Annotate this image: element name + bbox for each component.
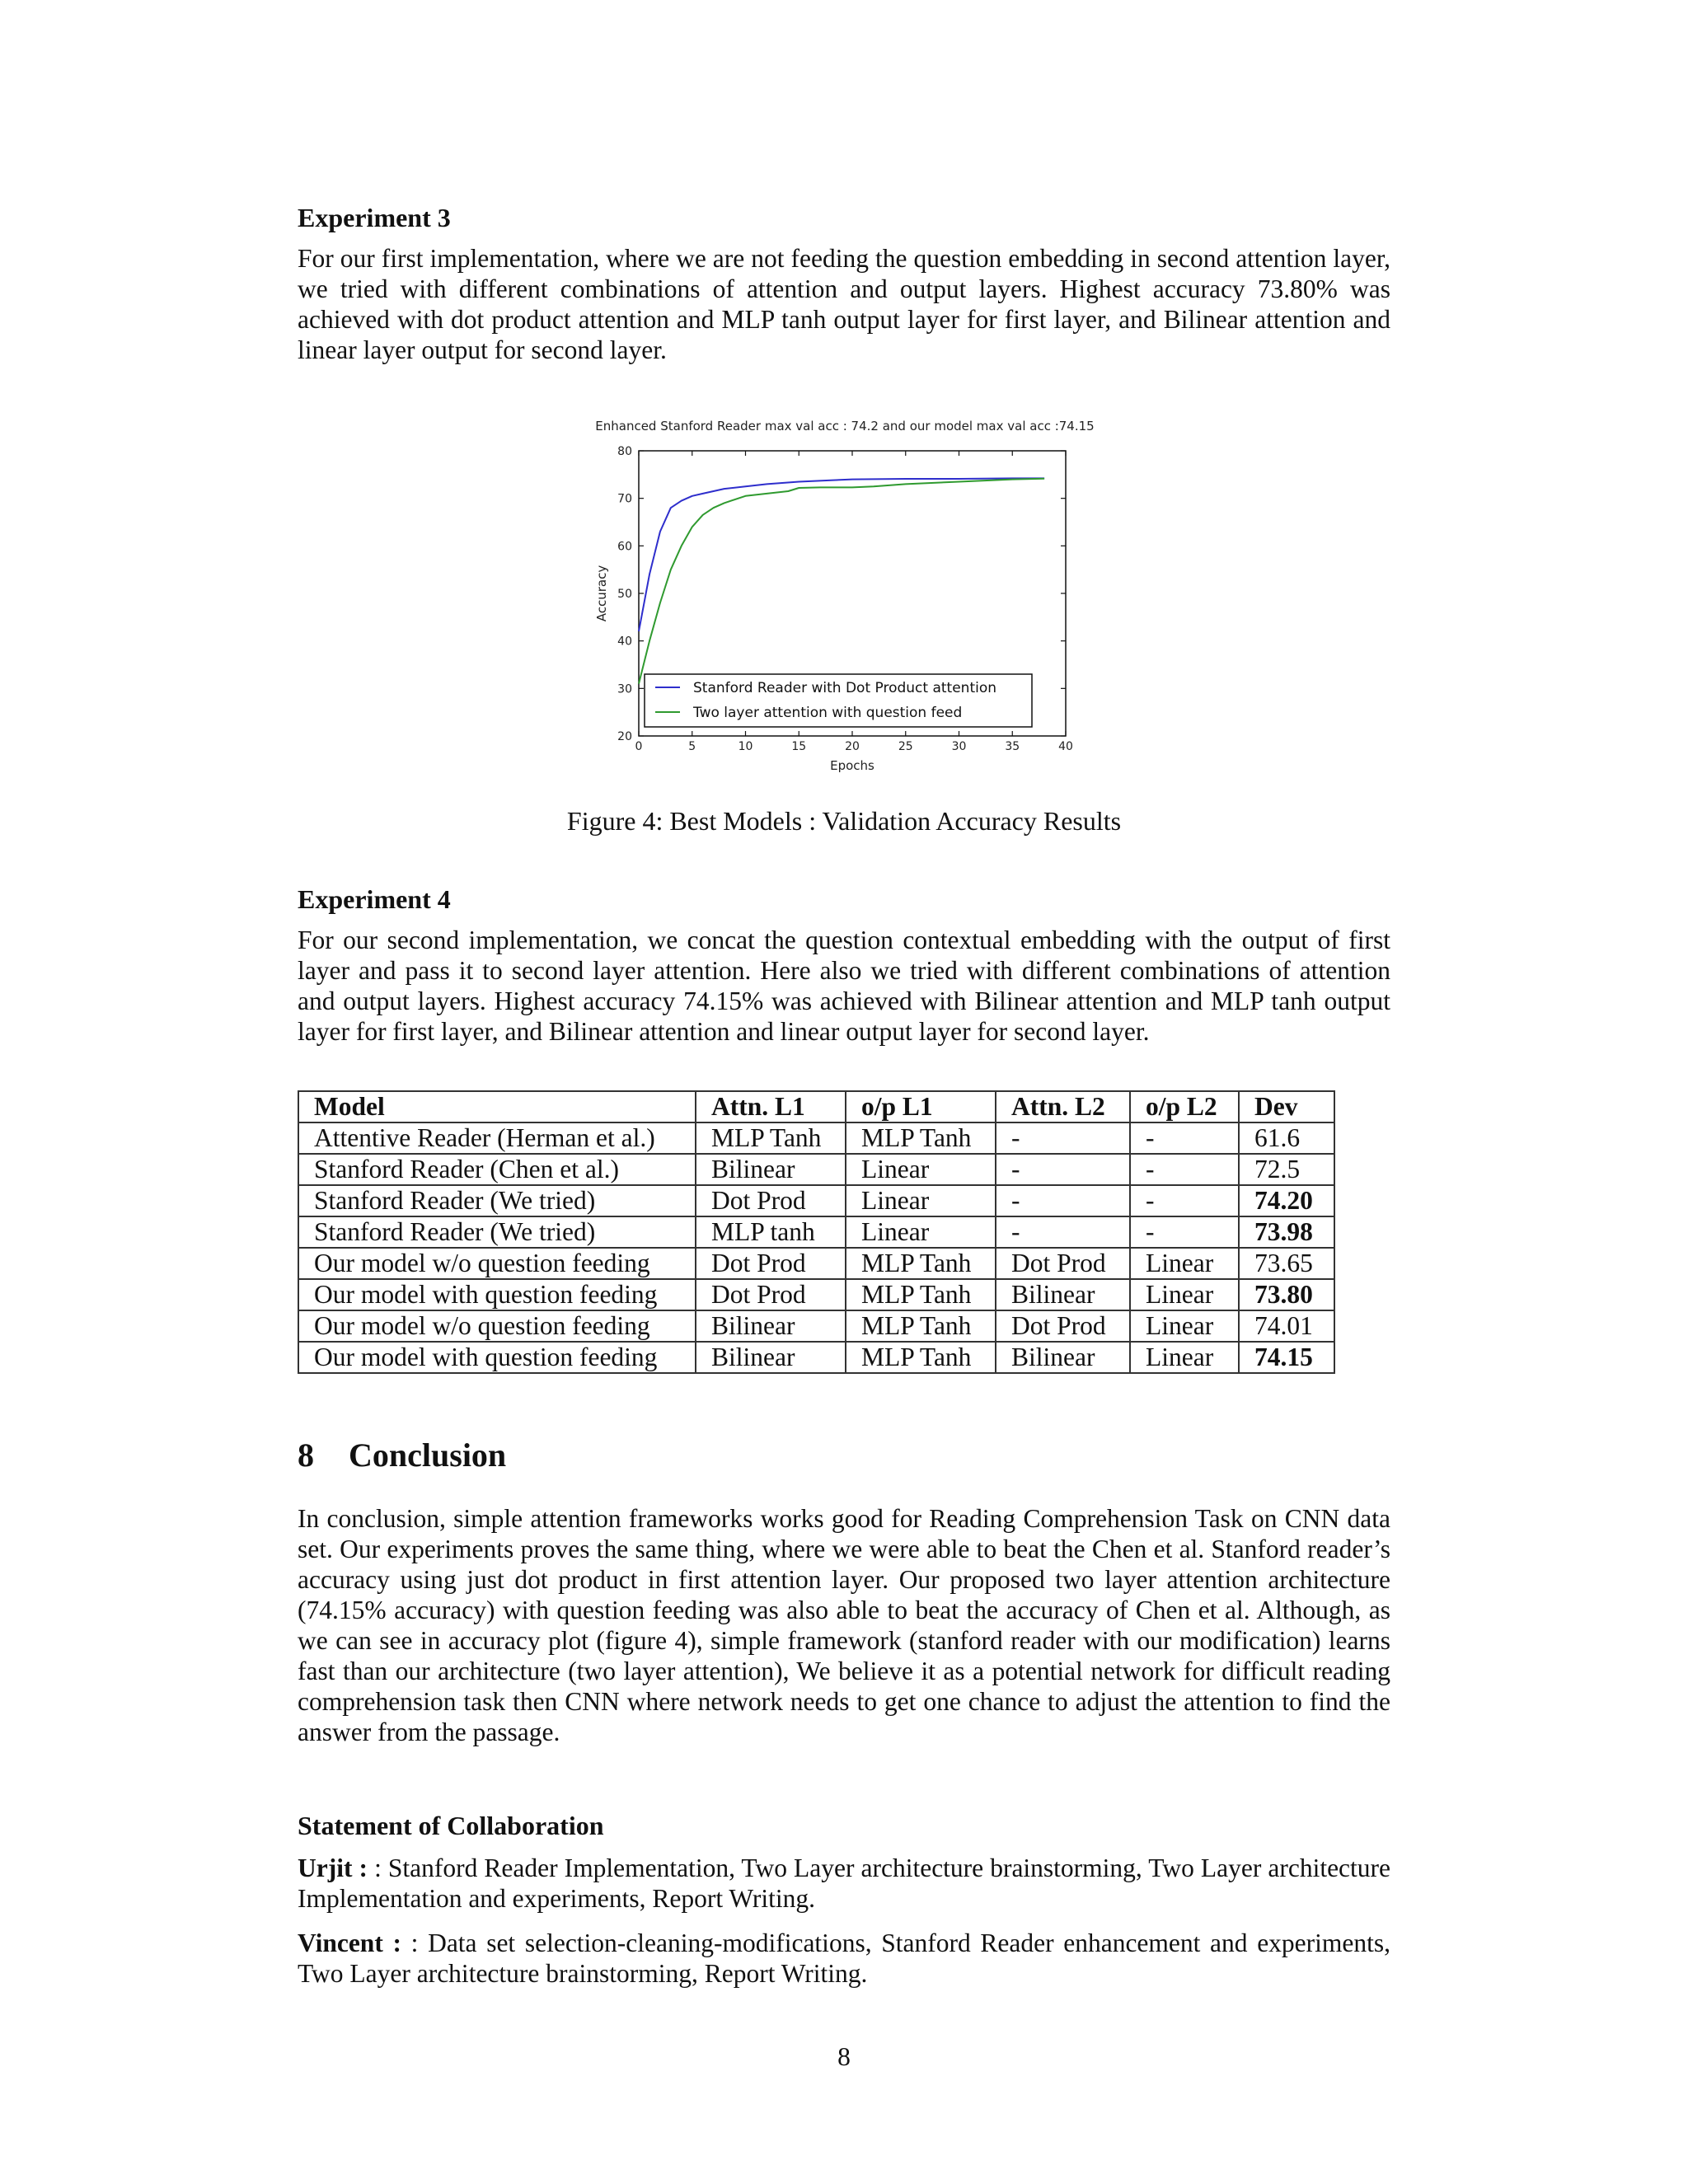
collab-vincent: [298, 1928, 1390, 1989]
collaboration-heading: Statement of Collaboration: [298, 1811, 604, 1840]
table-row: [298, 1248, 1334, 1279]
dev-score-cell: 61.6: [1239, 1122, 1334, 1154]
series-line-1: [639, 478, 1044, 631]
table-header-cell: Attn. L2: [996, 1091, 1130, 1122]
section-number: 8: [298, 1436, 314, 1474]
conclusion-text: In conclusion, simple attention frameworks works good for Reading Comprehension Task on CNN data set. Our experiments proves the same thing, where we were able to beat the Chen et al. Stanford reader’s accuracy using just dot product in first attention layer. Our proposed two layer attention architecture (74.15% accuracy) with question feeding was also able to beat the accuracy of Chen et al. Although, as we can see in accuracy plot (figure 4), simple framework (stanford reader with our modification) learns fast than our architecture (two layer attention), We believe it as a potential network for difficult reading comprehension task then CNN where network needs to get one chance to adjust the attention to find the answer from the passage.: [298, 1504, 1390, 1746]
collaboration-section: [298, 1809, 1390, 1989]
x-tick-label: 0: [635, 740, 643, 753]
table-row: [298, 1122, 1334, 1154]
model-name-cell: Attentive Reader (Herman et al.): [298, 1122, 696, 1154]
legend-label-series-1: Stanford Reader with Dot Product attention: [693, 680, 997, 696]
dev-score-cell: 73.65: [1239, 1248, 1334, 1279]
table-cell: -: [1130, 1154, 1239, 1185]
experiment-3-heading: Experiment 3: [298, 203, 451, 232]
x-tick-label: 25: [898, 740, 913, 753]
model-name-cell: Stanford Reader (We tried): [298, 1216, 696, 1248]
y-tick-label: 50: [617, 588, 632, 601]
table-cell: -: [996, 1185, 1130, 1216]
experiment-4-text: For our second implementation, we concat the question contextual embedding with the output of first layer and pass it to second layer attention. Here also we tried with different combinations of attention and output layers. Highest accuracy 74.15% was achieved with Bilinear attention and MLP tanh output layer for first layer, and Bilinear attention and linear output layer for second layer.: [298, 926, 1390, 1046]
table-cell: MLP Tanh: [846, 1279, 996, 1310]
dev-score-cell: 73.80: [1239, 1279, 1334, 1310]
figure-caption: Figure 4: Best Models : Validation Accuracy Results: [566, 806, 1122, 836]
series-line-2: [639, 479, 1044, 684]
y-tick-label: 20: [617, 730, 632, 743]
dev-score-cell: 74.20: [1239, 1185, 1334, 1216]
model-name-cell: Our model with question feeding: [298, 1342, 696, 1373]
y-tick-label: 40: [617, 635, 632, 649]
table-header-cell: o/p L1: [846, 1091, 996, 1122]
table-cell: MLP Tanh: [846, 1342, 996, 1373]
y-axis-label: Accuracy: [594, 565, 609, 622]
table-cell: Linear: [846, 1216, 996, 1248]
y-tick-label: 80: [617, 445, 632, 458]
x-tick-label: 40: [1058, 740, 1073, 753]
table-cell: -: [1130, 1185, 1239, 1216]
table-cell: MLP Tanh: [846, 1122, 996, 1154]
conclusion-section: [298, 1436, 1390, 1747]
x-tick-label: 30: [951, 740, 967, 753]
section-title: Conclusion: [349, 1436, 507, 1474]
x-axis-label: Epochs: [830, 758, 874, 773]
table-cell: -: [1130, 1216, 1239, 1248]
dev-score-cell: 72.5: [1239, 1154, 1334, 1185]
table-row: [298, 1216, 1334, 1248]
model-name-cell: Stanford Reader (We tried): [298, 1185, 696, 1216]
table-cell: -: [996, 1122, 1130, 1154]
table-cell: Dot Prod: [996, 1248, 1130, 1279]
experiment-3-text: For our first implementation, where we are not feeding the question embedding in second attention layer, we tried with different combinations of attention and output layers. Highest accuracy 73.80% was achieved with dot product attention and MLP tanh output layer for first layer, and Bilinear attention and linear layer output for second layer.: [298, 244, 1390, 364]
experiment-3-section: [298, 201, 1390, 365]
table-row: [298, 1310, 1334, 1342]
table-cell: Bilinear: [696, 1342, 846, 1373]
table-cell: Linear: [1130, 1342, 1239, 1373]
figure-caption-block: [298, 804, 1390, 837]
table-cell: Dot Prod: [996, 1310, 1130, 1342]
x-tick-label: 5: [688, 740, 696, 753]
table-cell: -: [1130, 1122, 1239, 1154]
collab-urjit: [298, 1853, 1390, 1914]
experiment-4-section: [298, 883, 1390, 1047]
collab-urjit-text: : Stanford Reader Implementation, Two Layer architecture brainstorming, Two Layer architecture Implementation and experiments, Report Writing.: [298, 1854, 1391, 1913]
dev-score-cell: 73.98: [1239, 1216, 1334, 1248]
table-cell: Bilinear: [696, 1154, 846, 1185]
table-cell: -: [996, 1154, 1130, 1185]
table-cell: Linear: [1130, 1279, 1239, 1310]
table-header-cell: o/p L2: [1130, 1091, 1239, 1122]
y-tick-label: 70: [617, 492, 632, 506]
table-cell: Linear: [846, 1154, 996, 1185]
table-row: [298, 1279, 1334, 1310]
collab-vincent-text: : Data set selection-cleaning-modifications, Stanford Reader enhancement and experiments, Two Layer architecture brainstorming, Report Writing.: [298, 1929, 1391, 1988]
dev-score-cell: 74.01: [1239, 1310, 1334, 1342]
dev-score-cell: 74.15: [1239, 1342, 1334, 1373]
chart-title: Enhanced Stanford Reader max val acc : 74.2 and our model max val acc :74.15: [595, 419, 1095, 434]
table-cell: Dot Prod: [696, 1248, 846, 1279]
model-name-cell: Our model w/o question feeding: [298, 1310, 696, 1342]
table-row: [298, 1154, 1334, 1185]
page-number: 8: [837, 2042, 851, 2071]
table-cell: Bilinear: [996, 1279, 1130, 1310]
x-tick-label: 20: [845, 740, 860, 753]
collab-vincent-name: Vincent :: [298, 1929, 401, 1957]
legend: [645, 674, 1032, 727]
series-lines: [639, 478, 1044, 683]
table-cell: MLP Tanh: [696, 1122, 846, 1154]
experiment-4-heading: Experiment 4: [298, 884, 451, 914]
x-tick-label: 35: [1005, 740, 1020, 753]
results-table: [298, 1090, 1335, 1374]
table-row: [298, 1342, 1334, 1373]
model-name-cell: Stanford Reader (Chen et al.): [298, 1154, 696, 1185]
table-cell: MLP tanh: [696, 1216, 846, 1248]
table-cell: Dot Prod: [696, 1279, 846, 1310]
model-name-cell: Our model w/o question feeding: [298, 1248, 696, 1279]
table-cell: MLP Tanh: [846, 1248, 996, 1279]
table-cell: Linear: [1130, 1310, 1239, 1342]
table-cell: -: [996, 1216, 1130, 1248]
x-tick-label: 10: [738, 740, 753, 753]
table-cell: Bilinear: [996, 1342, 1130, 1373]
table-cell: MLP Tanh: [846, 1310, 996, 1342]
y-tick-label: 60: [617, 540, 632, 554]
table-header-cell: Dev: [1239, 1091, 1334, 1122]
table-header-row: [298, 1091, 1334, 1122]
x-tick-label: 15: [791, 740, 807, 753]
table-cell: Linear: [846, 1185, 996, 1216]
collab-urjit-name: Urjit :: [298, 1854, 368, 1882]
accuracy-chart: [577, 412, 1121, 783]
table-cell: Linear: [1130, 1248, 1239, 1279]
model-name-cell: Our model with question feeding: [298, 1279, 696, 1310]
legend-label-series-2: Two layer attention with question feed: [693, 705, 963, 721]
conclusion-heading: [298, 1436, 1390, 1475]
table-row: [298, 1185, 1334, 1216]
table-cell: Dot Prod: [696, 1185, 846, 1216]
table-cell: Bilinear: [696, 1310, 846, 1342]
y-tick-label: 30: [617, 682, 632, 696]
table-header-cell: Model: [298, 1091, 696, 1122]
table-header-cell: Attn. L1: [696, 1091, 846, 1122]
